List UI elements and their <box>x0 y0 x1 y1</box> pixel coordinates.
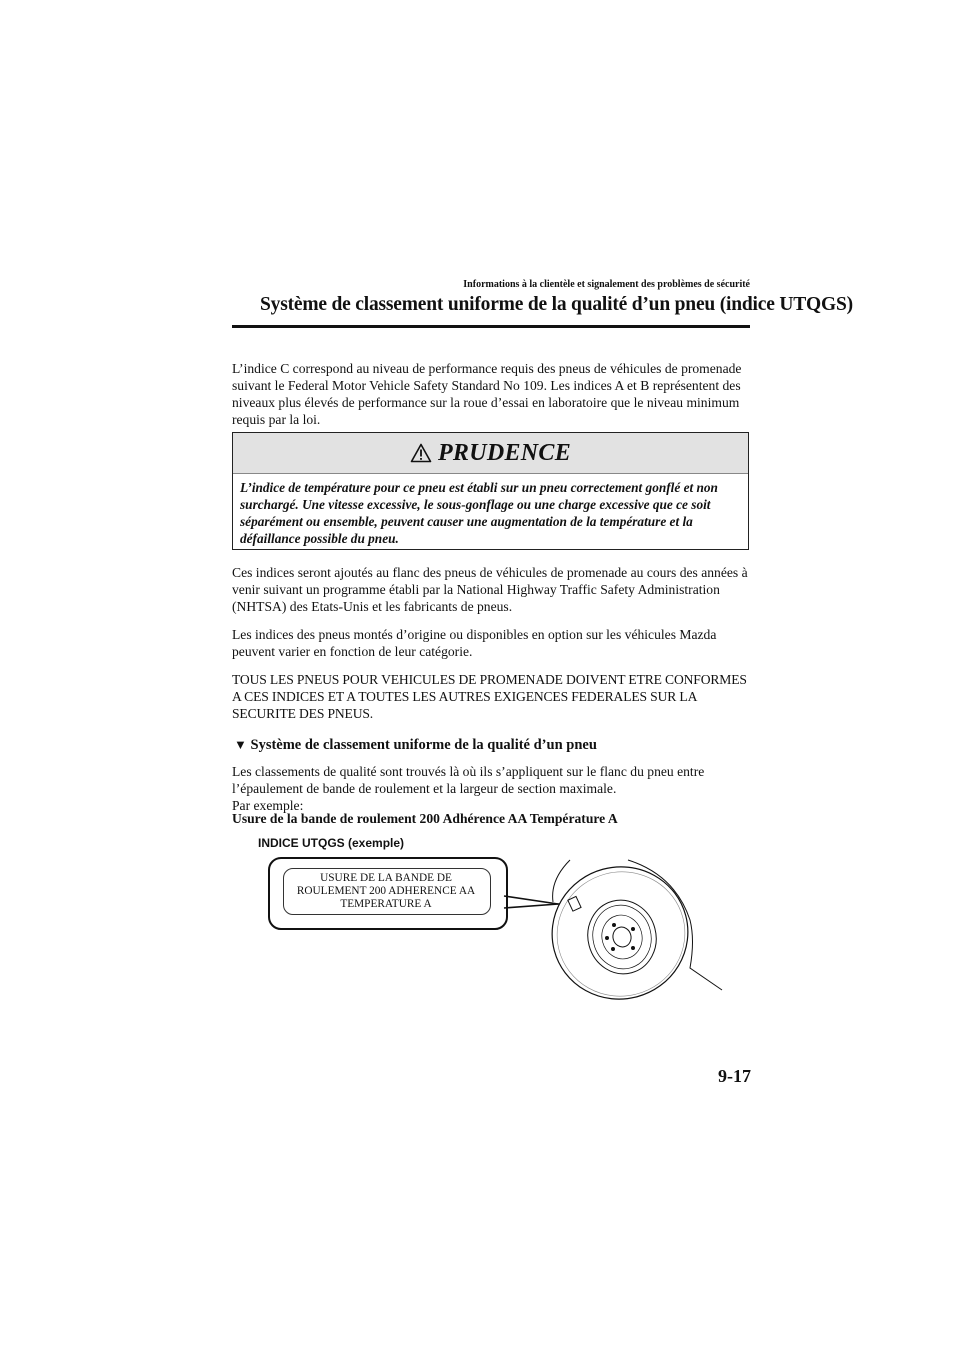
figure-label: INDICE UTQGS (exemple) <box>258 836 405 850</box>
paragraph-mazda: Les indices des pneus montés d’origine ou disponibles en option sur les véhicules Mazda peuvent varier en fonction de leur catégorie. <box>232 627 717 659</box>
caution-box <box>232 432 749 550</box>
page-kicker: Informations à la clientèle et signalement des problèmes de sécurité <box>463 279 750 290</box>
subsection-title: Système de classement uniforme de la qualité d’un pneu <box>250 737 597 753</box>
caution-heading: PRUDENCE <box>437 439 572 466</box>
subsection-example-intro: Par exemple: <box>232 798 304 813</box>
paragraph-nhtsa: Ces indices seront ajoutés au flanc des pneus de véhicules de promenade au cours des années à venir suivant un programme établi par la National Highway Traffic Safety Administration (NHTSA) des Etats-Unis et les fabricants de pneus. <box>232 565 748 614</box>
caution-body: L’indice de température pour ce pneu est établi sur un pneu correctement gonflé et non surchargé. Une vitesse excessive, le sous-gonflage ou une charge excessive que ce soit séparément ou ensemble, peuvent causer une augmentation de la température et la défaillance possible du pneu. <box>240 480 718 546</box>
paragraph-indice-c: L’indice C correspond au niveau de performance requis des pneus de véhicules de promenade suivant le Federal Motor Vehicle Safety Standard No 109. Les indices A et B représentent des niveaux plus élevés de performance sur la roue d’essai en laboratoire que le niveau minimum requis par la loi. <box>232 361 742 427</box>
subsection-text: Les classements de qualité sont trouvés là où ils s’appliquent sur le flanc du pneu entre l’épaulement de bande de roulement et la largeur de section maximale. <box>232 764 705 796</box>
page-number: 9-17 <box>718 1066 751 1086</box>
callout-line-2: ROULEMENT 200 ADHERENCE AA <box>296 885 476 897</box>
callout-line-3: TEMPERATURE A <box>340 898 432 910</box>
section-title: Système de classement uniforme de la qualité d’un pneu (indice UTQGS) <box>260 294 853 315</box>
subsection-example: Usure de la bande de roulement 200 Adhérence AA Température A <box>232 811 618 826</box>
warning-triangle-icon <box>410 443 432 463</box>
title-rule <box>232 325 750 328</box>
caution-header <box>233 433 748 474</box>
subsection-marker: ▼ <box>234 737 247 752</box>
tire-illustration-icon <box>500 850 730 1010</box>
callout-text <box>276 872 496 911</box>
subsection-heading <box>234 737 597 754</box>
paragraph-federal: TOUS LES PNEUS POUR VEHICULES DE PROMENADE DOIVENT ETRE CONFORMES A CES INDICES ET A TOUTES LES AUTRES EXIGENCES FEDERALES SUR LA SECURITE DES PNEUS. <box>232 672 747 721</box>
callout-line-1: USURE DE LA BANDE DE <box>320 872 452 884</box>
